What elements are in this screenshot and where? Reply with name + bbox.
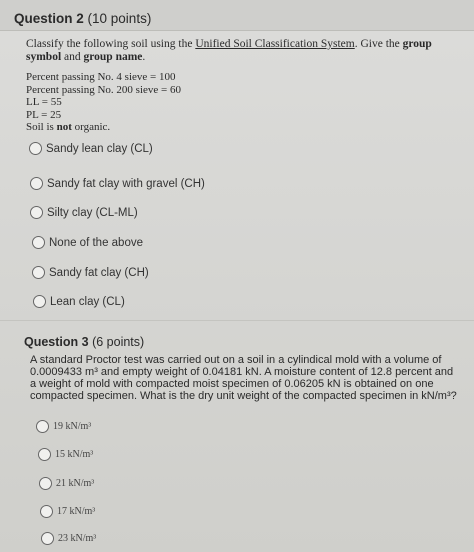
q3-option-label: 17 kN/m³ [57,506,96,517]
q2-option-5[interactable] [32,266,149,279]
organic-pre: Soil is [26,121,57,133]
q3-option-label: 19 kN/m³ [53,421,92,432]
radio-button[interactable] [30,206,43,219]
question-3-prompt [30,354,460,402]
q3-option-label: 15 kN/m³ [55,449,94,460]
q3-option-2[interactable] [38,448,93,461]
radio-button[interactable] [40,505,53,518]
q3-option-label: 21 kN/m³ [56,478,95,489]
param-no4: Percent passing No. 4 sieve = 100 [26,71,176,83]
radio-button[interactable] [30,177,43,190]
q2-option-3[interactable] [30,206,138,219]
question-3-points: (6 points) [92,335,145,349]
organic-post: organic. [71,121,111,133]
q3-line-4: compacted specimen. What is the dry unit weight of the compacted specimen in kN/m³? [30,390,457,402]
q3-line-3: a weight of mold with compacted moist specimen of 0.06205 kN is obtained on one [30,378,434,390]
q2-option-label: Sandy fat clay with gravel (CH) [47,177,205,190]
prompt-text-3: and [61,51,84,63]
question-2-title [14,11,151,26]
q2-option-label: Lean clay (CL) [50,295,125,308]
param-no200: Percent passing No. 200 sieve = 60 [26,83,181,96]
radio-button[interactable] [29,142,42,155]
question-divider [0,320,474,321]
radio-button[interactable] [39,477,52,490]
prompt-bold-1: group symbol [26,38,432,63]
q2-option-label: Sandy fat clay (CH) [49,266,149,279]
q3-line-2: 0.0009433 m³ and empty weight of 0.04181 kN. A moisture content of 12.8 percent and [30,366,454,378]
q2-option-6[interactable] [33,295,125,308]
radio-button[interactable] [41,532,54,545]
radio-button[interactable] [38,448,51,461]
question-2-points: (10 points) [87,11,152,26]
q2-option-4[interactable] [32,236,143,249]
radio-button[interactable] [32,266,45,279]
q3-option-5[interactable] [41,532,96,545]
q3-option-4[interactable] [40,505,95,518]
q2-option-label: Silty clay (CL-ML) [47,206,138,219]
question-2-prompt [26,38,466,64]
question-3-title [24,335,144,349]
q3-option-1[interactable] [36,420,91,433]
prompt-text-1: Classify the following soil using the [26,38,196,50]
param-organic [26,121,181,134]
param-pl: PL = 25 [26,108,62,121]
organic-bold: not [56,121,72,133]
radio-button[interactable] [32,236,45,249]
prompt-text-4: . [142,51,146,63]
q2-option-2[interactable] [30,177,205,190]
uscs-text: Unified Soil Classification System [195,38,355,50]
q3-line-1: A standard Proctor test was carried out on a soil in a cylindical mold with a volume of [30,354,442,366]
prompt-bold-2: group name [83,51,143,63]
radio-button[interactable] [36,420,49,433]
q2-option-1[interactable] [29,142,153,155]
param-ll: LL = 55 [26,96,62,108]
q2-option-label: None of the above [49,236,143,249]
prompt-text-2: . Give the [354,38,403,50]
q3-option-label: 23 kN/m³ [58,533,97,544]
soil-parameters [26,71,181,134]
q2-option-label: Sandy lean clay (CL) [46,142,153,155]
question-3-label: Question 3 [24,335,89,349]
question-2-label: Question 2 [14,11,84,26]
question-2-header [0,0,474,31]
q3-option-3[interactable] [39,477,94,490]
radio-button[interactable] [33,295,46,308]
